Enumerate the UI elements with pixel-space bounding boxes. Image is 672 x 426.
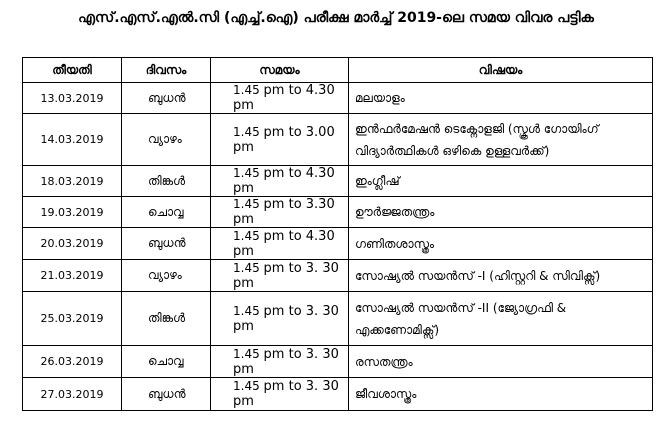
cell-subject: ഗണിതശാസ്ത്രം (349, 228, 653, 260)
time-rest: pm to 3. 30 pm (233, 303, 339, 334)
cell-time (211, 166, 349, 197)
table-row (23, 346, 653, 378)
page-title: എസ്.എസ്.എൽ.സി (എച്ച്.ഐ) പരീക്ഷ മാർച്ച് 2019-ലെ സമയ വിവര പട്ടിക (78, 10, 594, 26)
cell-time (211, 197, 349, 228)
table-row (23, 114, 653, 166)
table-row (23, 378, 653, 411)
cell-subject: ഇൻഫർമേഷൻ ടെക്നോളജി (സ്കൂൾ ഗോയിംഗ് വിദ്യാർത്ഥികൾ ഒഴികെ ഉള്ളവർക്ക്) (349, 114, 653, 166)
cell-time (211, 378, 349, 411)
table-row (23, 166, 653, 197)
time-rest: pm to 3. 30 pm (233, 260, 339, 291)
header-subject: വിഷയം (349, 58, 653, 83)
cell-day: ബുധൻ (122, 378, 211, 411)
table-row (23, 228, 653, 260)
time-rest: pm to 3.30 pm (233, 197, 335, 227)
time-start: 1.45 (233, 228, 260, 243)
cell-subject: സോഷ്യൽ സയൻസ് -II (ജ്യോഗ്രഫി & എക്കണോമിക്സ്) (349, 292, 653, 346)
time-rest: pm to 4.30 pm (233, 83, 335, 113)
time-start: 1.45 (233, 166, 260, 180)
cell-time (211, 83, 349, 114)
time-start: 1.45 (233, 260, 260, 275)
table-row (23, 197, 653, 228)
header-day: ദിവസം (122, 58, 211, 83)
cell-date: 25.03.2019 (23, 292, 122, 346)
cell-date: 26.03.2019 (23, 346, 122, 378)
cell-day: ബുധൻ (122, 83, 211, 114)
time-start: 1.45 (233, 83, 260, 97)
cell-day: തിങ്കൾ (122, 292, 211, 346)
cell-subject: ഇംഗ്ലീഷ് (349, 166, 653, 197)
time-start: 1.45 (233, 346, 260, 361)
cell-subject: സോഷ്യൽ സയൻസ് -I (ഹിസ്റ്ററി & സിവിക്സ്) (349, 260, 653, 292)
cell-date: 14.03.2019 (23, 114, 122, 166)
time-rest: pm to 4.30 pm (233, 166, 335, 196)
time-rest: pm to 3. 30 pm (233, 379, 339, 409)
cell-date: 27.03.2019 (23, 378, 122, 411)
cell-day: തിങ്കൾ (122, 166, 211, 197)
cell-time (211, 346, 349, 378)
time-start: 1.45 (233, 303, 260, 318)
cell-day: ചൊവ്വ (122, 197, 211, 228)
cell-time (211, 292, 349, 346)
cell-time (211, 228, 349, 260)
timetable (22, 57, 653, 411)
cell-day: വ്യാഴം (122, 114, 211, 166)
cell-date: 19.03.2019 (23, 197, 122, 228)
cell-date: 20.03.2019 (23, 228, 122, 260)
cell-day: ചൊവ്വ (122, 346, 211, 378)
time-rest: pm to 3.00 pm (233, 124, 335, 155)
table-row (23, 83, 653, 114)
table-row (23, 292, 653, 346)
time-start: 1.45 (233, 379, 260, 393)
cell-subject: ഊർജ്ജതന്ത്രം (349, 197, 653, 228)
cell-subject: ജീവശാസ്ത്രം (349, 378, 653, 411)
time-start: 1.45 (233, 124, 260, 139)
cell-subject: മലയാളം (349, 83, 653, 114)
cell-date: 18.03.2019 (23, 166, 122, 197)
cell-subject: രസതന്ത്രം (349, 346, 653, 378)
cell-day: ബുധൻ (122, 228, 211, 260)
header-date: തീയതി (23, 58, 122, 83)
cell-time (211, 114, 349, 166)
cell-time (211, 260, 349, 292)
time-rest: pm to 3. 30 pm (233, 346, 339, 377)
cell-date: 21.03.2019 (23, 260, 122, 292)
cell-day: വ്യാഴം (122, 260, 211, 292)
time-rest: pm to 4.30 pm (233, 228, 335, 259)
time-start: 1.45 (233, 197, 260, 211)
table-header-row (23, 58, 653, 83)
cell-date: 13.03.2019 (23, 83, 122, 114)
header-time: സമയം (211, 58, 349, 83)
table-row (23, 260, 653, 292)
